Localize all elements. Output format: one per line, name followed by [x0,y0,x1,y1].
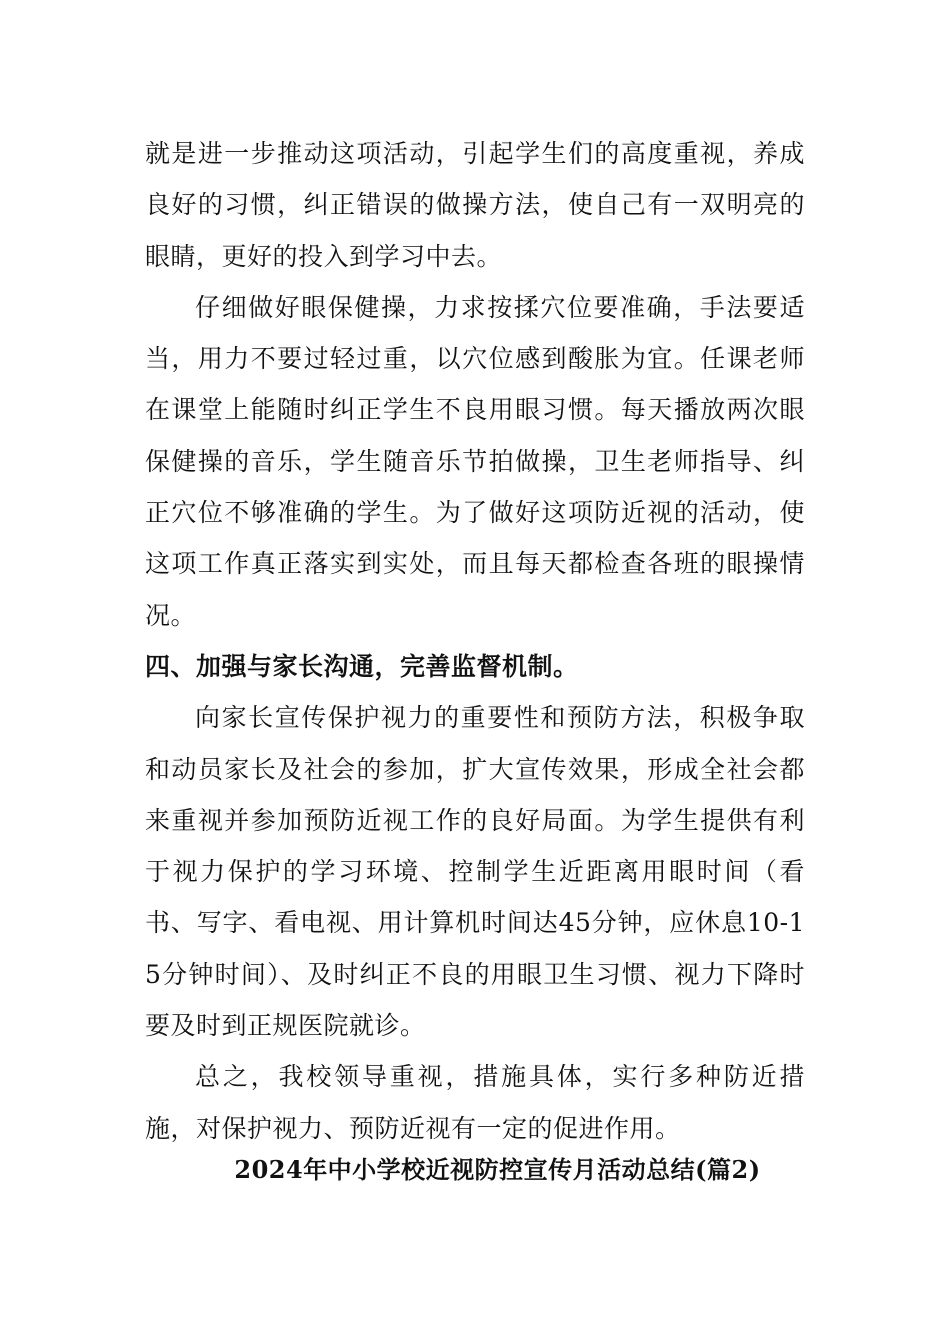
next-article-title: 2024年中小学校近视防控宣传月活动总结(篇2) [234,1155,761,1184]
paragraph-conclusion: 总之，我校领导重视，措施具体，实行多种防近措施，对保护视力、预防近视有一定的促进作用。 [145,1062,805,1143]
paragraph-eye-exercises: 仔细做好眼保健操，力求按揉穴位要准确，手法要适当，用力不要过轻过重，以穴位感到酸胀为宜。任课老师在课堂上能随时纠正学生不良用眼习惯。每天播放两次眼保健操的音乐，学生随音乐节拍做操，卫生老师指导、纠正穴位不够准确的学生。为了做好这项防近视的活动，使这项工作真正落实到实处，而且每天都检查各班的眼操情况。 [145,292,805,630]
section-heading-four: 四、加强与家长沟通，完善监督机制。 [145,651,579,681]
document-body [145,128,805,1154]
paragraph-parent-communication: 向家长宣传保护视力的重要性和预防方法，积极争取和动员家长及社会的参加，扩大宣传效果，形成全社会都来重视并参加预防近视工作的良好局面。为学生提供有利于视力保护的学习环境、控制学生近距离用眼时间（看书、写字、看电视、用计算机时间达45分钟，应休息10-15分钟时间）、及时纠正不良的用眼卫生习惯、视力下降时要及时到正规医院就诊。 [145,703,805,1041]
paragraph-continuation: 就是进一步推动这项活动，引起学生们的高度重视，养成良好的习惯，纠正错误的做操方法，使自己有一双明亮的眼睛，更好的投入到学习中去。 [145,139,805,271]
